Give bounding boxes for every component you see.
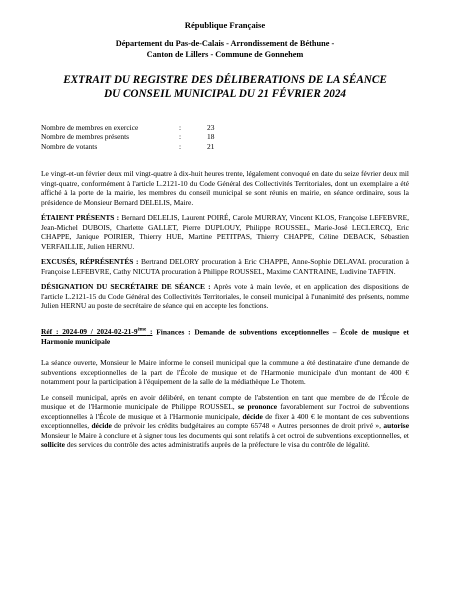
department-heading [41, 38, 409, 60]
decision-text-6: des services du contrôle des actes administratifs auprès de la préfecture le visa du contrôle de légalité. [64, 440, 370, 450]
reference-subject: Finances : Demande de subventions exceptionnelles – École de musique et Harmonie municipale [41, 327, 410, 346]
document-title [41, 74, 409, 101]
stat-value: 18 [207, 132, 215, 142]
secretary-paragraph [41, 282, 409, 311]
decision-verb-2: décide [242, 411, 263, 421]
present-paragraph [41, 213, 409, 251]
department-line-2: Canton de Lillers - Commune de Gonnehem [146, 50, 304, 59]
decision-text-1: Le conseil municipal, après en avoir délibéré, en tenant compte de l'abstention en tant que membre de de l'École de musique et de l'Harmonie municipale de Philippe ROUSSEL, [41, 392, 409, 412]
decision-text-4: de prévoir les crédits budgétaires au compte 65748 « Autres personnes de droit privé », [111, 421, 384, 431]
title-line-2: DU CONSEIL MUNICIPAL DU 21 FÉVRIER 2024 [103, 87, 347, 100]
decision-text-3: de fixer à 400 € le montant de ces subventions exceptionnelles, [41, 411, 409, 431]
present-list: Bernard DELELIS, Laurent POIRÉ, Carole MURRAY, Vincent KLOS, Françoise LEFEBVRE, Jean-Michel DUBOIS, Charlette GALLET, Pierre DUPLOUY, Philippe ROUSSEL, Marie-José LECLERCQ, Eric CHAPPE, Janique POIRIER, Thierry HUE, Martine PETITPAS, Thierry CHAPPE, Céline DEBACK, Sébastien VERFAILLIE, Julien HERNU. [41, 213, 409, 251]
stat-value: 21 [207, 141, 215, 151]
member-stats [41, 123, 409, 151]
stat-row-present [41, 132, 409, 141]
decision-text-2: favorablement sur l'octroi de subventions exceptionnelles à l'École de musique et à l'Harmonie municipale, [41, 402, 409, 421]
stat-label: Nombre de votants [41, 141, 98, 151]
intro-paragraph: Le vingt-et-un février deux mil vingt-quatre à dix-huit heures trente, légalement convoqué en date du seize février deux mil vingt-quatre, conformément à l'article L.2121-10 du Code Général des Collectivités Territoriales, dont un exemplaire a été affiché à la porte de la mairie, les membres du conseil municipal se sont réunis en mairie, en séance ordinaire, sous la présidence de Monsieur Bernard DELELIS, Maire. [41, 169, 409, 207]
decision-verb-3: décide [91, 421, 112, 431]
reference-word: Réf [41, 327, 53, 337]
decision-verb-4: autorise [383, 421, 409, 431]
stat-row-voters [41, 142, 409, 151]
stat-separator: : [179, 123, 182, 132]
stat-label: Nombre de membres en exercice [41, 123, 139, 132]
secretary-label: DÉSIGNATION DU SECRÉTAIRE DE SÉANCE : [41, 282, 211, 292]
excused-label: EXCUSÉS, RÉPRÉSENTÉS : [41, 257, 139, 267]
reference-label [41, 327, 152, 336]
title-line-1: EXTRAIT DU REGISTRE DES DÉLIBERATIONS DE LA SÉANCE [63, 74, 387, 86]
reference-heading [41, 326, 409, 346]
stat-separator: : [179, 132, 182, 142]
decision-verb-5: sollicite [41, 440, 65, 450]
stat-value: 23 [207, 123, 215, 132]
decision-paragraph [41, 393, 409, 450]
stat-row-members [41, 123, 409, 132]
session-paragraph: La séance ouverte, Monsieur le Maire informe le conseil municipal que la commune a été destinataire d'une demande de subventions exceptionnelles de la part de l'École de musique et de l'Harmonie municipale d'un montant de 400 € notamment pour la participation à l'équipement de la salle de la médiathèque Le Thotem. [41, 358, 409, 387]
stat-separator: : [179, 141, 182, 151]
republic-heading: République Française [184, 20, 266, 30]
reference-sup: ème [137, 327, 147, 333]
excused-paragraph [41, 257, 409, 276]
secretary-text: Après vote à main levée, et en application des dispositions de l'article L.2121-15 du Code Général des Collectivités Territoriales, le conseil municipal à l'unanimité des présents, nomme Julien HERNU au poste de secrétaire de séance qui en accepte les fonctions. [41, 282, 409, 311]
reference-code: : 2024-09 / 2024-02-21-9 [52, 327, 138, 337]
decision-verb-1: se prononce [237, 402, 278, 412]
reference-colon: : [146, 327, 153, 337]
excused-list: Bertrand DELORY procuration à Eric CHAPPE, Anne-Sophie DELAVAL procuration à Françoise LEFEBVRE, Cathy NICUTA procuration à Philippe ROUSSEL, Maxime CANTRAINE, Ludivine TAFFIN. [41, 257, 409, 276]
stat-label: Nombre de membres présents [41, 132, 130, 142]
present-label: ÉTAIENT PRÉSENTS : [41, 213, 120, 223]
decision-text-5: Monsieur le Maire à conclure et à signer tous les documents qui sont relatifs à cet octroi de subventions exceptionnelles, et [41, 430, 409, 440]
department-line-1: Département du Pas-de-Calais - Arrondissement de Béthune - [115, 39, 335, 48]
